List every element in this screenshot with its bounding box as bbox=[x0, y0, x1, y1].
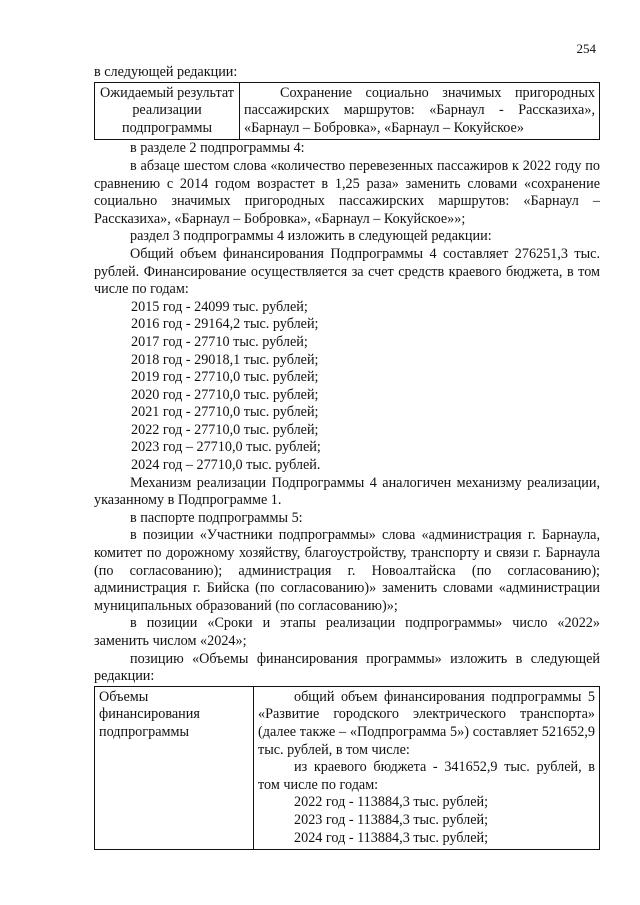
paragraph: раздел 3 подпрограммы 4 изложить в следующей редакции: bbox=[130, 228, 492, 245]
paragraph: в разделе 2 подпрограммы 4: bbox=[130, 140, 305, 157]
year-list bbox=[94, 299, 600, 475]
list-item: 2017 год - 27710 тыс. рублей; bbox=[131, 333, 308, 350]
expected-result-table bbox=[94, 82, 600, 141]
list-item: 2018 год - 29018,1 тыс. рублей; bbox=[131, 351, 319, 368]
table-row bbox=[95, 686, 600, 849]
list-item: 2015 год - 24099 тыс. рублей; bbox=[131, 298, 308, 315]
paragraph: в абзаце шестом слова «количество перевезенных пассажиров к 2022 году по сравнению с 2014 годом возрастет в 1,25 раза» заменить словами «сохранение социально значимых пригородных пассажирских маршрутов: «Барнаул – Рассказиха», «Барнаул – Бобровка», «Барнаул – Кокуйское»»; bbox=[94, 157, 600, 227]
list-item: 2023 год - 113884,3 тыс. рублей; bbox=[294, 811, 489, 828]
list-item: 2024 год - 113884,3 тыс. рублей; bbox=[294, 829, 489, 846]
list-item: 2022 год - 113884,3 тыс. рублей; bbox=[294, 794, 489, 811]
table-row bbox=[95, 82, 600, 140]
paragraph: позицию «Объемы финансирования программы» изложить в следующей редакции: bbox=[94, 650, 600, 685]
list-item: 2019 год - 27710,0 тыс. рублей; bbox=[131, 369, 319, 386]
list-item: 2024 год – 27710,0 тыс. рублей. bbox=[131, 457, 321, 474]
paragraph: Механизм реализации Подпрограммы 4 аналогичен механизму реализации, указанному в Подпрограмме 1. bbox=[94, 474, 600, 509]
intro-line: в следующей редакции: bbox=[94, 64, 238, 80]
funding-total: общий объем финансирования подпрограммы 5 «Развитие городского электрического транспорта» (далее также – «Подпрограмма 5») составляет 521652,9 тыс. рублей, в том числе: bbox=[258, 688, 595, 758]
document-body bbox=[94, 64, 600, 850]
paragraph: Общий объем финансирования Подпрограммы 4 составляет 276251,3 тыс. рублей. Финансирование осуществляется за счет средств краевого бюджета, в том числе по годам: bbox=[94, 245, 600, 298]
funding-table bbox=[94, 686, 600, 850]
list-item: 2020 год - 27710,0 тыс. рублей; bbox=[131, 386, 319, 403]
table-cell-label: Ожидаемый результат реализации подпрограммы bbox=[95, 82, 240, 140]
list-item: 2022 год - 27710,0 тыс. рублей; bbox=[131, 421, 319, 438]
table-cell-value bbox=[254, 686, 600, 849]
paragraph: в паспорте подпрограммы 5: bbox=[130, 509, 303, 526]
table-cell-value: Сохранение социально значимых пригородных пассажирских маршрутов: «Барнаул - Рассказиха», «Барнаул – Бобровка», «Барнаул – Кокуйское» bbox=[240, 82, 600, 140]
table-cell-label: Объемы финансирования подпрограммы bbox=[95, 686, 254, 849]
list-item: 2023 год – 27710,0 тыс. рублей; bbox=[131, 439, 321, 456]
paragraph: в позиции «Сроки и этапы реализации подпрограммы» число «2022» заменить числом «2024»; bbox=[94, 615, 600, 649]
paragraph: в позиции «Участники подпрограммы» слова «администрация г. Барнаула, комитет по дорожному хозяйству, благоустройству, транспорту и связи г. Барнаула (по согласованию); администрация г. Новоалтайска (по согласованию); администрация г. Бийска (по согласованию)» заменить словами «администрации муниципальных образований (по согласованию)»; bbox=[94, 527, 600, 614]
list-item: 2016 год - 29164,2 тыс. рублей; bbox=[131, 316, 319, 333]
funding-regional: из краевого бюджета - 341652,9 тыс. рублей, в том числе по годам: bbox=[258, 759, 595, 793]
list-item: 2021 год - 27710,0 тыс. рублей; bbox=[131, 404, 319, 421]
page-number: 254 bbox=[576, 41, 596, 56]
